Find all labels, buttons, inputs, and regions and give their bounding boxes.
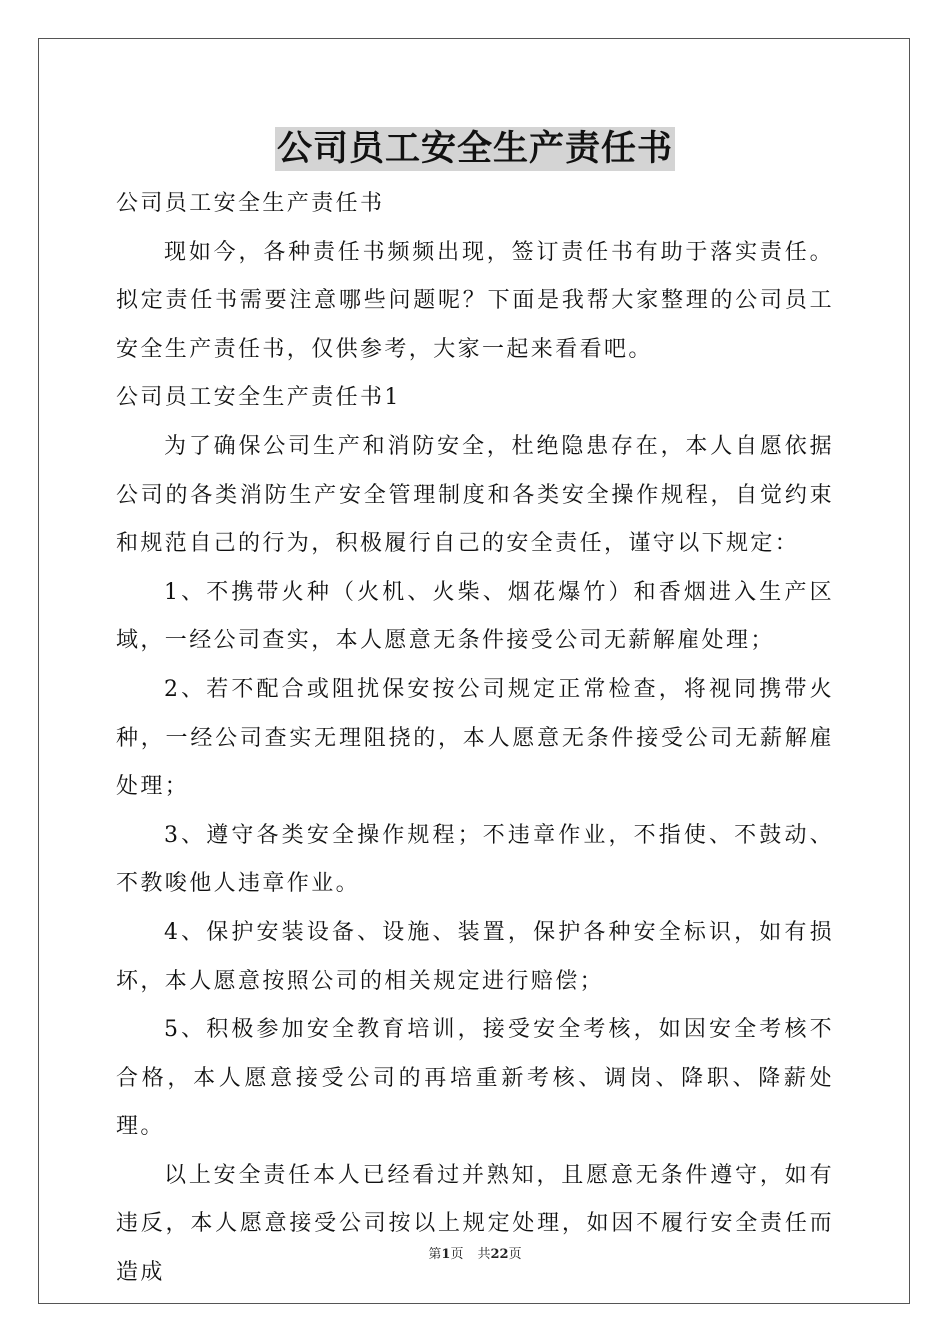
document-body [116, 180, 834, 1298]
paragraph-closing: 以上安全责任本人已经看过并熟知，且愿意无条件遵守，如有违反，本人愿意接受公司按以上规定处理，如因不履行安全责任而造成 [116, 1162, 834, 1286]
paragraph-subtitle: 公司员工安全生产责任书 [116, 191, 385, 216]
paragraph-rule-1: 1、不携带火种（火机、火柴、烟花爆竹）和香烟进入生产区域，一经公司查实，本人愿意无条件接受公司无薪解雇处理； [116, 579, 834, 654]
document-title: 公司员工安全生产责任书 [276, 128, 673, 169]
title-container [0, 127, 950, 171]
page-footer [0, 1246, 950, 1264]
paragraph-rule-5: 5、积极参加安全教育培训，接受安全考核，如因安全考核不合格，本人愿意接受公司的再培重新考核、调岗、降职、降薪处理。 [116, 1017, 834, 1140]
paragraph-rule-3: 3、遵守各类安全操作规程；不违章作业，不指使、不鼓动、不教唆他人违章作业。 [116, 822, 834, 897]
footer-total-prefix: 共 [477, 1247, 491, 1262]
footer-page-prefix: 第 [428, 1247, 442, 1262]
paragraph-rule-2: 2、若不配合或阻扰保安按公司规定正常检查，将视同携带火种，一经公司查实无理阻挠的，本人愿意无条件接受公司无薪解雇处理； [116, 676, 834, 800]
paragraph-rule-4: 4、保护安装设备、设施、装置，保护各种安全标识，如有损坏，本人愿意按照公司的相关规定进行赔偿； [116, 919, 834, 994]
footer-page-suffix: 页 [450, 1247, 464, 1262]
paragraph-section-heading: 公司员工安全生产责任书1 [116, 385, 401, 411]
paragraph-preamble: 为了确保公司生产和消防安全，杜绝隐患存在，本人自愿依据公司的各类消防生产安全管理制度和各类安全操作规程，自觉约束和规范自己的行为，积极履行自己的安全责任，谨守以下规定： [116, 433, 834, 557]
footer-page-total: 22 [490, 1247, 509, 1262]
footer-page-current: 1 [441, 1247, 451, 1262]
paragraph-intro: 现如今，各种责任书频频出现，签订责任书有助于落实责任。拟定责任书需要注意哪些问题呢？下面是我帮大家整理的公司员工安全生产责任书，仅供参考，大家一起来看看吧。 [116, 239, 834, 362]
footer-total-suffix: 页 [508, 1247, 522, 1262]
